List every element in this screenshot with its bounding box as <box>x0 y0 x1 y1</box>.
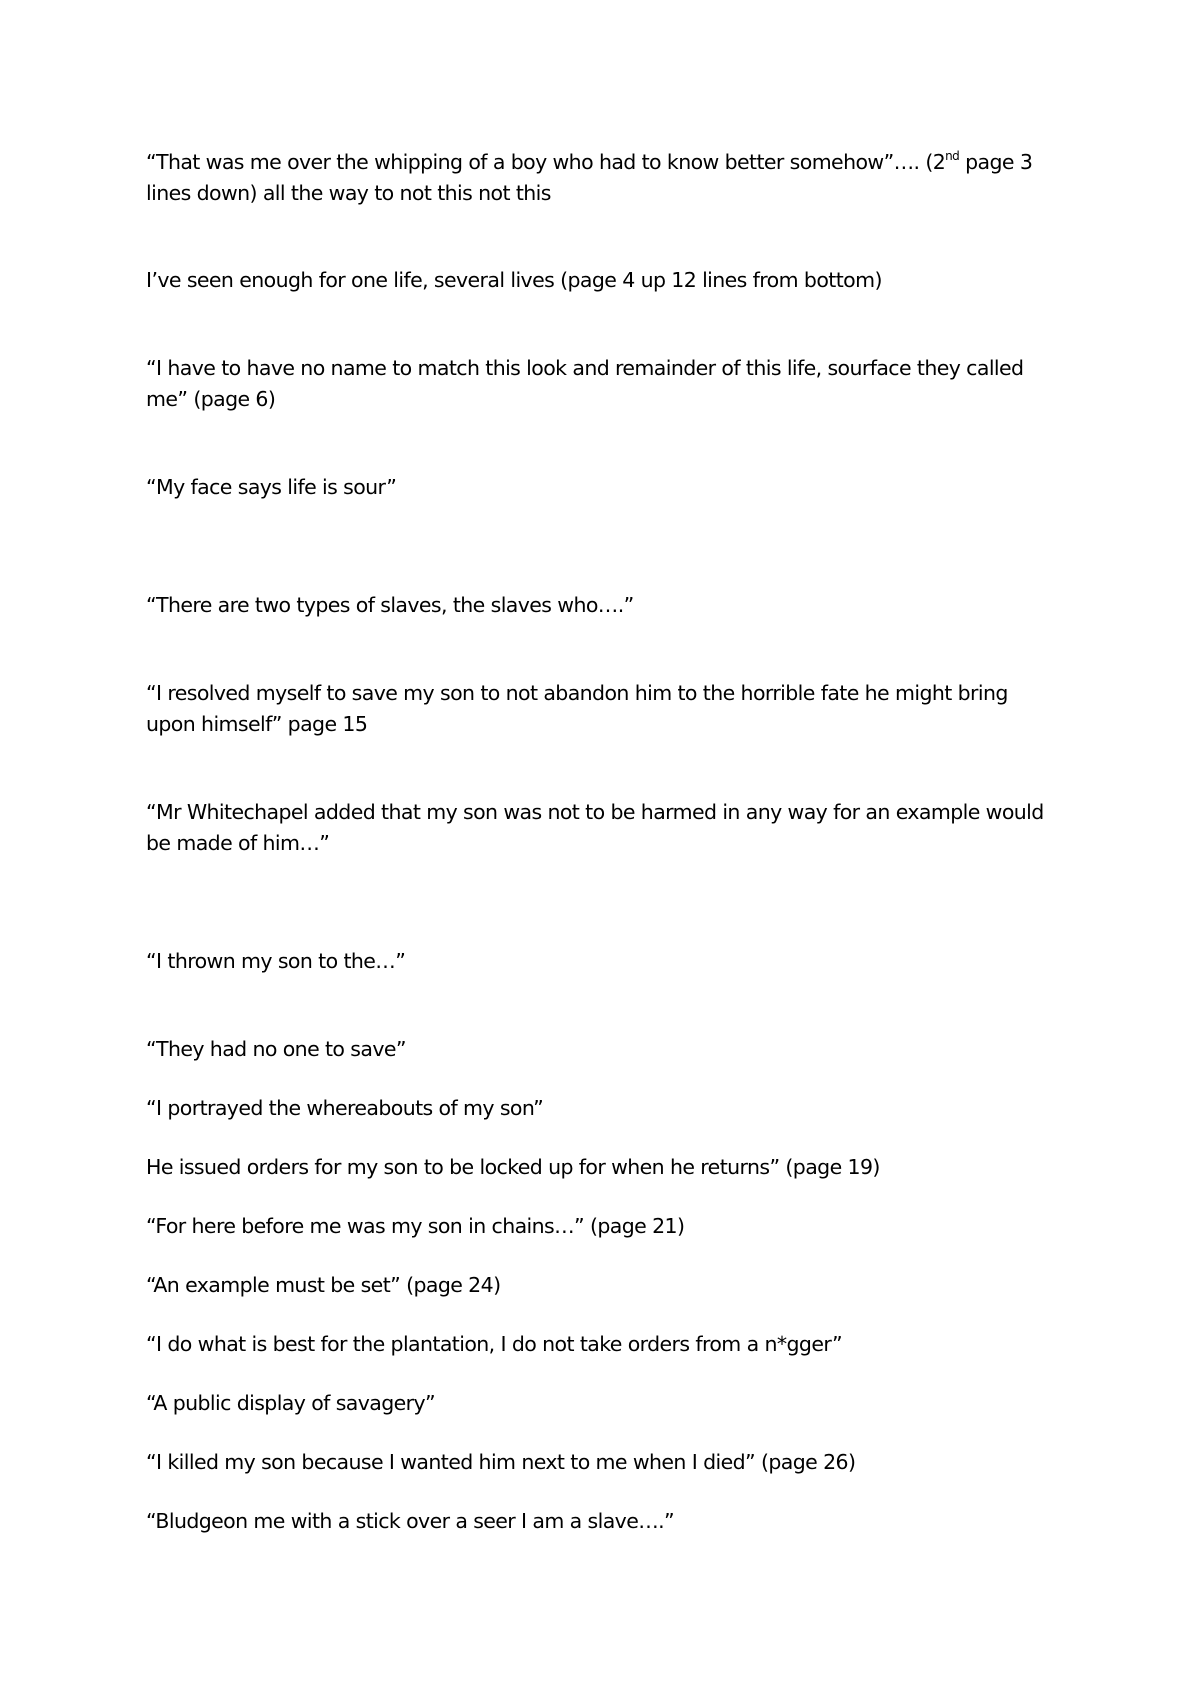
quote-seen-enough: I’ve seen enough for one life, several lives (page 4 up 12 lines from bottom) <box>146 268 882 292</box>
quote-no-name-line-1: “I have to have no name to match this look and remainder of this life, sourface they called <box>146 356 1024 380</box>
quote-best-for-plantation: “I do what is best for the plantation, I do not take orders from a n*gger” <box>146 1332 843 1356</box>
quote-whitechapel-line-2: be made of him…” <box>146 831 330 855</box>
quote-whipping-paragraph <box>146 147 1076 209</box>
quote-two-types-slaves: “There are two types of slaves, the slaves who….” <box>146 593 634 617</box>
quote-whipping-text: “That was me over the whipping of a boy who had to know better somehow”…. (2 <box>146 150 946 174</box>
quote-whipping-line-2: lines down) all the way to not this not this <box>146 181 551 205</box>
quote-issued-orders: He issued orders for my son to be locked up for when he returns” (page 19) <box>146 1155 880 1179</box>
quote-resolved-line-1: “I resolved myself to save my son to not abandon him to the horrible fate he might bring <box>146 681 1008 705</box>
quote-example-set: “An example must be set” (page 24) <box>146 1273 501 1297</box>
quote-resolved-line-2: upon himself” page 15 <box>146 712 368 736</box>
quote-whipping-page-ref: page 3 <box>959 150 1033 174</box>
ordinal-superscript: nd <box>945 149 960 163</box>
quote-thrown-son: “I thrown my son to the…” <box>146 949 406 973</box>
quote-killed-son: “I killed my son because I wanted him next to me when I died” (page 26) <box>146 1450 856 1474</box>
quote-whitechapel-line-1: “Mr Whitechapel added that my son was not to be harmed in any way for an example would <box>146 800 1044 824</box>
quote-face-sour: “My face says life is sour” <box>146 475 397 499</box>
quote-no-name-line-2: me” (page 6) <box>146 387 276 411</box>
quote-whipping-line-1 <box>146 150 1032 174</box>
quote-bludgeon: “Bludgeon me with a stick over a seer I am a slave….” <box>146 1509 675 1533</box>
quote-no-name-paragraph <box>146 353 1076 415</box>
quote-portrayed-whereabouts: “I portrayed the whereabouts of my son” <box>146 1096 544 1120</box>
quote-public-display: “A public display of savagery” <box>146 1391 436 1415</box>
quote-resolved-save-son-paragraph <box>146 678 1076 740</box>
quote-son-in-chains: “For here before me was my son in chains…” (page 21) <box>146 1214 685 1238</box>
quote-no-one-to-save: “They had no one to save” <box>146 1037 406 1061</box>
quote-whitechapel-paragraph <box>146 797 1076 859</box>
